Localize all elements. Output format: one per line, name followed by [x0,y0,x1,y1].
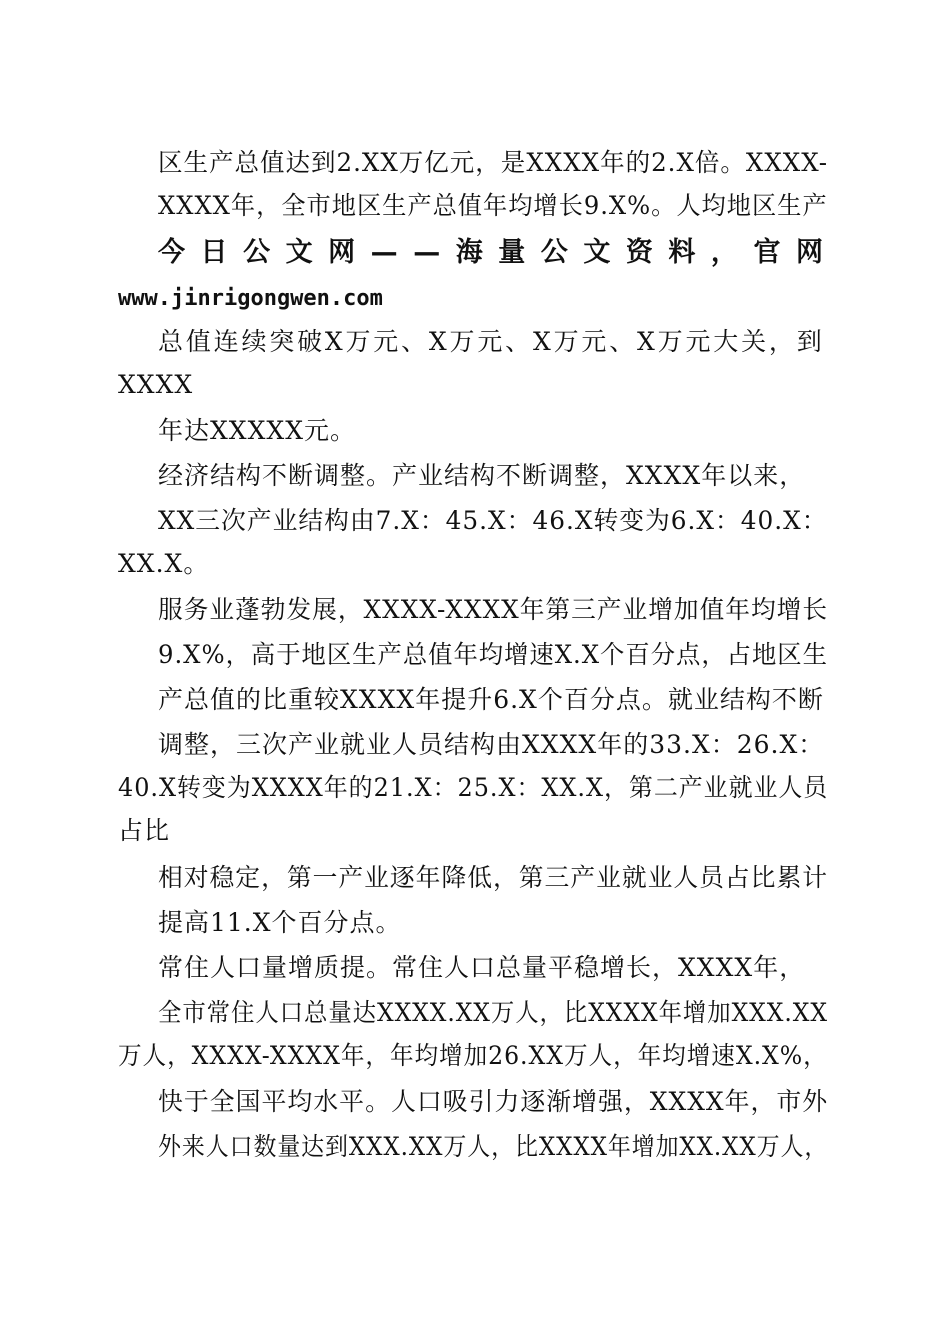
banner-char: 公 [243,237,271,268]
text-line: 总 值 连 续 突 破 X 万 元 、 X 万 元 、 X 万 元 、 X 万 元 大 关 ， 到 [158,327,823,356]
banner-char: 今 [158,237,185,268]
text-line: XX.X。 [118,549,210,578]
text-line: 服务业蓬勃发展，XXXX-XXXX年第三产业增加值年均增长 [158,595,829,624]
banner-char: 文 [285,237,313,268]
banner-char: 料 [668,237,696,268]
text-line: 提高11.X个百分点。 [158,908,402,937]
text-line: 常住人口量增质提。常住人口总量平稳增长，XXXX年， [158,953,806,982]
banner-char: — [413,237,441,268]
text-line: XX三次产业结构由7.X：45.X：46.X转变为6.X：40.X： [158,506,828,535]
banner-char: 量 [498,237,526,268]
text-line: 全市常住人口总量达XXXX.XX万人，比XXXX年增加XXX.XX [158,998,828,1027]
banner-char: 网 [795,237,823,268]
text-line: 万人，XXXX-XXXX年，年均增加26.XX万人，年均增速X.X%， [118,1041,828,1070]
text-line: 年达XXXXX元。 [158,416,356,445]
banner-char: 文 [583,237,611,268]
text-line: 9.X%，高于地区生产总值年均增速X.X个百分点，占地区生 [158,640,828,669]
banner-char: — [370,237,398,268]
banner-char: 海 [455,237,483,268]
text-line: XXXX [118,370,194,399]
banner-char: ， [710,237,738,268]
banner-char: 日 [200,237,228,268]
site-banner-url: www.jinrigongwen.com [118,286,383,311]
text-line: 调整，三次产业就业人员结构由XXXX年的33.X：26.X： [158,730,825,759]
text-line: 区生产总值达到2.XX万亿元，是XXXX年的2.X倍。XXXX- [158,148,829,177]
text-line: 相对稳定，第一产业逐年降低，第三产业就业人员占比累计 [158,863,828,892]
text-line: 40.X转变为XXXX年的21.X：25.X：XX.X，第二产业就业人员 [118,773,829,802]
banner-char: 网 [328,237,356,268]
text-line: 经济结构不断调整。产业结构不断调整，XXXX年以来， [158,461,806,490]
text-line: 占比 [118,816,171,845]
text-line: 快于全国平均水平。人口吸引力逐渐增强，XXXX年，市外 [158,1087,829,1116]
site-banner-title [158,236,823,270]
text-line: XXXX年，全市地区生产总值年均增长9.X%。人均地区生产 [158,191,828,220]
text-line: 产总值的比重较XXXX年提升6.X个百分点。就业结构不断 [158,685,824,714]
banner-char: 公 [540,237,568,268]
banner-char: 官 [753,237,781,268]
text-line: 外来人口数量达到XXX.XX万人，比XXXX年增加XX.XX万人， [158,1132,829,1161]
banner-char: 资 [625,237,653,268]
